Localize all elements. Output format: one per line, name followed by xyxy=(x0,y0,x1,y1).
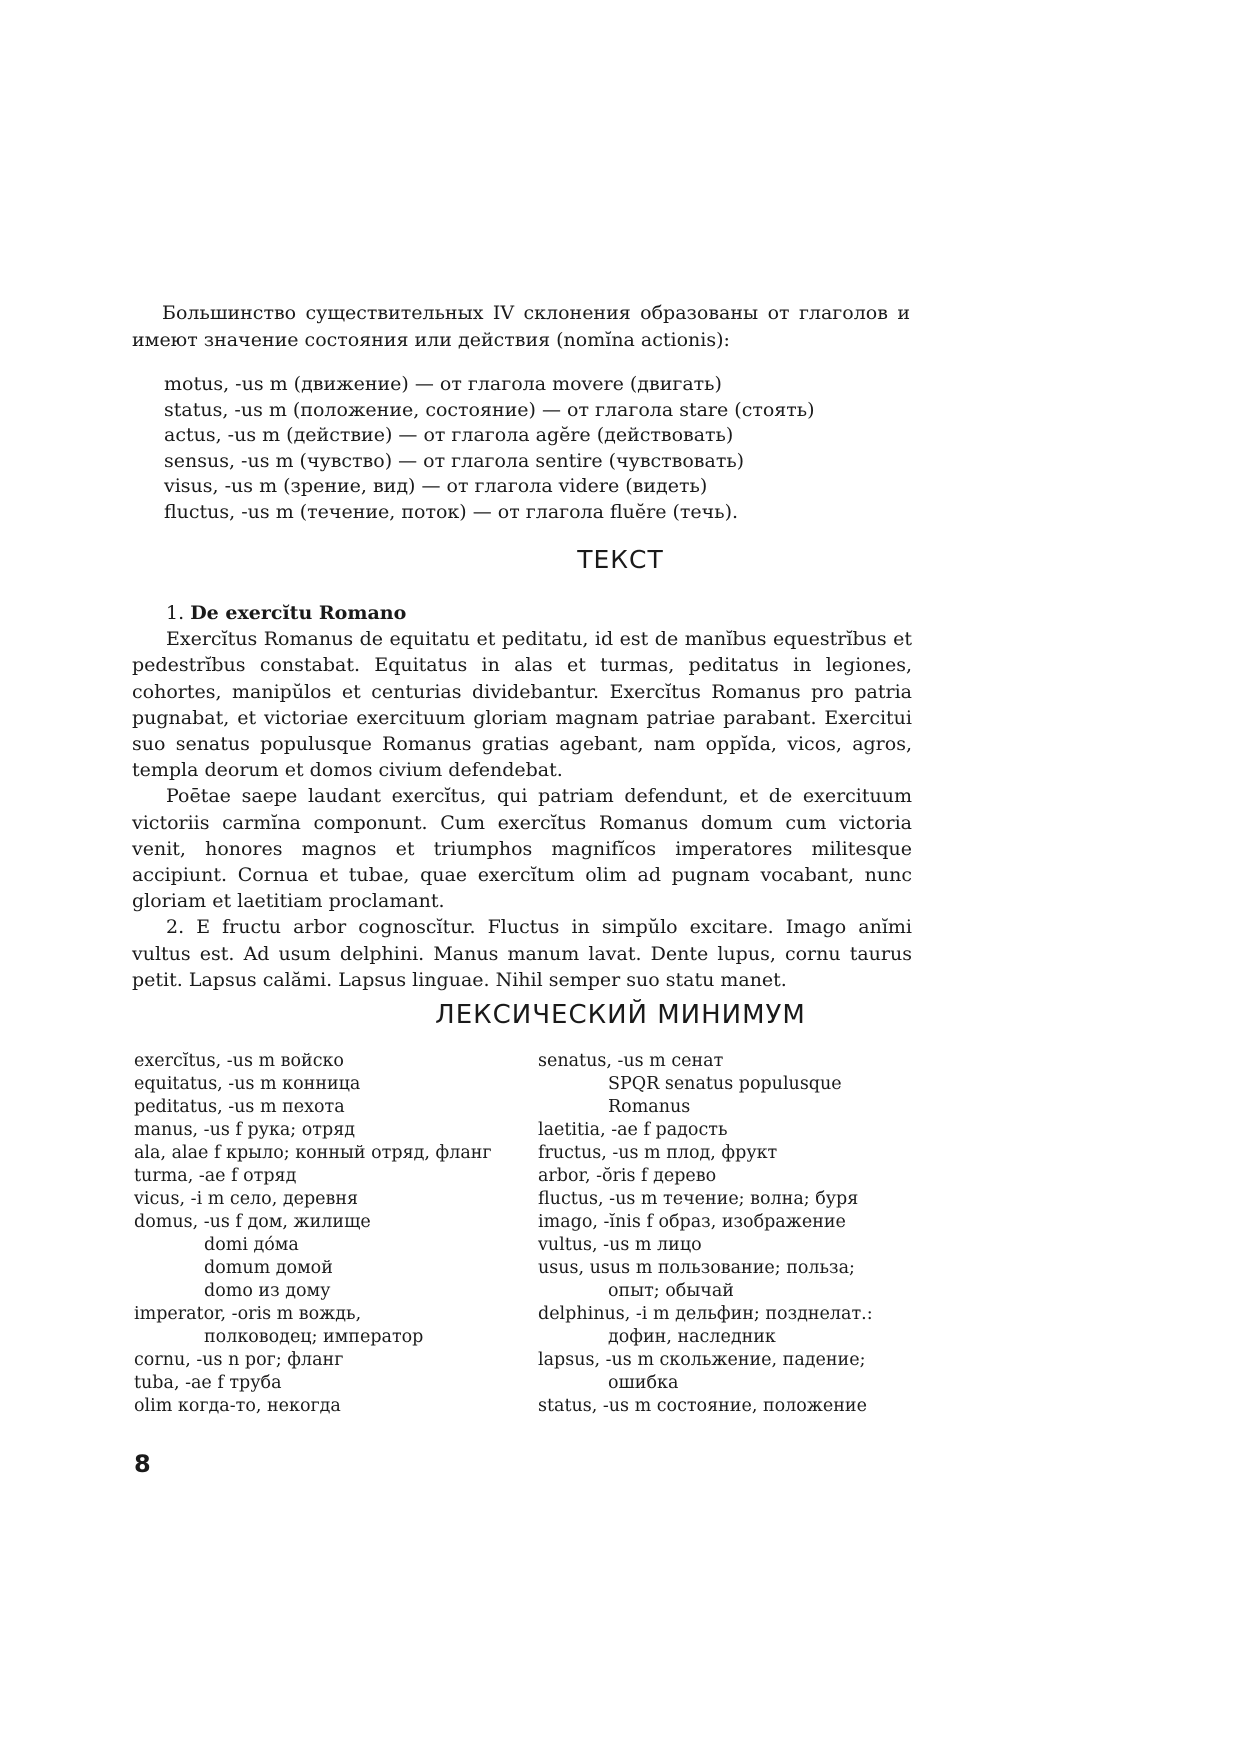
vocab-entry: exercĭtus, -us m войско xyxy=(134,1051,344,1071)
vocab-entry: equitatus, -us m конница xyxy=(134,1074,361,1094)
vocab-entry: fluctus, -us m течение; волна; буря xyxy=(538,1189,859,1209)
vocab-entry: lapsus, -us m скольжение, падение; xyxy=(538,1350,866,1370)
vocab-entry: turma, -ae f отряд xyxy=(134,1166,297,1186)
vocab-entry: imago, -ĭnis f образ, изображение xyxy=(538,1212,846,1232)
latin-text xyxy=(132,600,912,993)
vocab-entry-continuation: дофин, наследник xyxy=(608,1327,776,1347)
text-title-bold: De exercĭtu Romano xyxy=(190,602,407,624)
page-number: 8 xyxy=(134,1450,151,1478)
vocab-entry-continuation: domo из дому xyxy=(204,1281,331,1301)
vocab-entry: usus, usus m пользование; польза; xyxy=(538,1258,855,1278)
text-number: 1. xyxy=(166,602,185,624)
vocab-entry-continuation: опыт; обычай xyxy=(608,1281,734,1301)
vocab-entry-continuation: domum домой xyxy=(204,1258,333,1278)
vocab-entry: domus, -us f дом, жилище xyxy=(134,1212,371,1232)
text-paragraph: Exercĭtus Romanus de equitatu et peditatu, id est de manĭbus equestrĭbus et pedestrĭbus constabat. Equitatus in alas et turmas, peditatus in legiones, cohortes, manipŭlos et centurias dividebantur. Exercĭtus Romanus pro patria pugnabat, et victoriae exercituum gloriam magnam patriae parabant. Exercitui suo senatus populusque Romanus gratias agebant, nam oppĭda, vicos, agros, templa deorum et domos civium defendebat. xyxy=(132,628,912,782)
vocab-entry: vicus, -i m село, деревня xyxy=(134,1189,359,1209)
intro-text: Большинство существительных IV склонения образованы от глаголов и имеют значение состояния или действия (nomĭna actionis): xyxy=(132,302,910,351)
vocab-entry: status, -us m состояние, положение xyxy=(538,1396,867,1416)
example-line: status, -us m (положение, состояние) — от глагола stare (стоять) xyxy=(164,398,815,421)
vocab-entry: tuba, -ae f труба xyxy=(134,1373,282,1393)
vocab-entry: manus, -us f рука; отряд xyxy=(134,1120,356,1140)
vocab-entry-continuation: ошибка xyxy=(608,1373,679,1393)
vocab-column-right xyxy=(538,1050,938,1418)
vocab-entry: ala, alae f крыло; конный отряд, фланг xyxy=(134,1143,492,1163)
example-line: sensus, -us m (чувство) — от глагола sentire (чувствовать) xyxy=(164,449,745,472)
vocab-entry: arbor, -ŏris f дерево xyxy=(538,1166,717,1186)
vocab-entry: peditatus, -us m пехота xyxy=(134,1097,345,1117)
example-line: motus, -us m (движение) — от глагола movere (двигать) xyxy=(164,373,722,395)
vocab-entry: laetitia, -ae f радость xyxy=(538,1120,728,1140)
vocab-entry-continuation: Romanus xyxy=(608,1097,691,1117)
vocab-entry: olim когда-то, некогда xyxy=(134,1396,341,1416)
examples-list xyxy=(164,372,884,526)
intro-paragraph xyxy=(132,300,910,354)
vocab-entry: imperator, -oris m вождь, xyxy=(134,1304,362,1324)
text-title xyxy=(132,600,912,626)
vocab-entry: vultus, -us m лицо xyxy=(538,1235,702,1255)
vocab-column-left xyxy=(134,1050,534,1418)
vocab-entry-continuation: полководец; император xyxy=(204,1327,424,1347)
vocab-entry: fructus, -us m плод, фрукт xyxy=(538,1143,778,1163)
vocab-entry: cornu, -us n рог; фланг xyxy=(134,1350,344,1370)
vocab-entry: delphinus, -i m дельфин; позднелат.: xyxy=(538,1304,873,1324)
vocab-entry-continuation: SPQR senatus populusque xyxy=(608,1074,842,1094)
section-heading-lexical-minimum: ЛЕКСИЧЕСКИЙ МИНИМУМ xyxy=(435,1000,806,1030)
example-line: actus, -us m (действие) — от глагола agĕre (действовать) xyxy=(164,424,734,447)
vocab-entry: senatus, -us m сенат xyxy=(538,1051,724,1071)
text-paragraph: Poētae saepe laudant exercĭtus, qui patriam defendunt, et de exercituum victoriis carmĭna componunt. Cum exercĭtus Romanus domum cum victoria venit, honores magnos et triumphos magnifĭcos imperatores militesque accipiunt. Cornua et tubae, quae exercĭtum olim ad pugnam vocabant, nunc gloriam et laetitiam proclamant. xyxy=(132,785,912,913)
text-paragraph: 2. E fructu arbor cognoscĭtur. Fluctus in simpŭlo excitare. Imago anĭmi vultus est. Ad usum delphini. Manus manum lavat. Dente lupus, cornu taurus petit. Lapsus calămi. Lapsus linguae. Nihil semper suo statu manet. xyxy=(132,916,912,991)
example-line: visus, -us m (зрение, вид) — от глагола videre (видеть) xyxy=(164,475,708,498)
section-heading-text: ТЕКСТ xyxy=(577,545,664,574)
example-line: fluctus, -us m (течение, поток) — от глагола fluĕre (течь). xyxy=(164,500,739,523)
vocab-entry-continuation: domi дóма xyxy=(204,1235,299,1255)
